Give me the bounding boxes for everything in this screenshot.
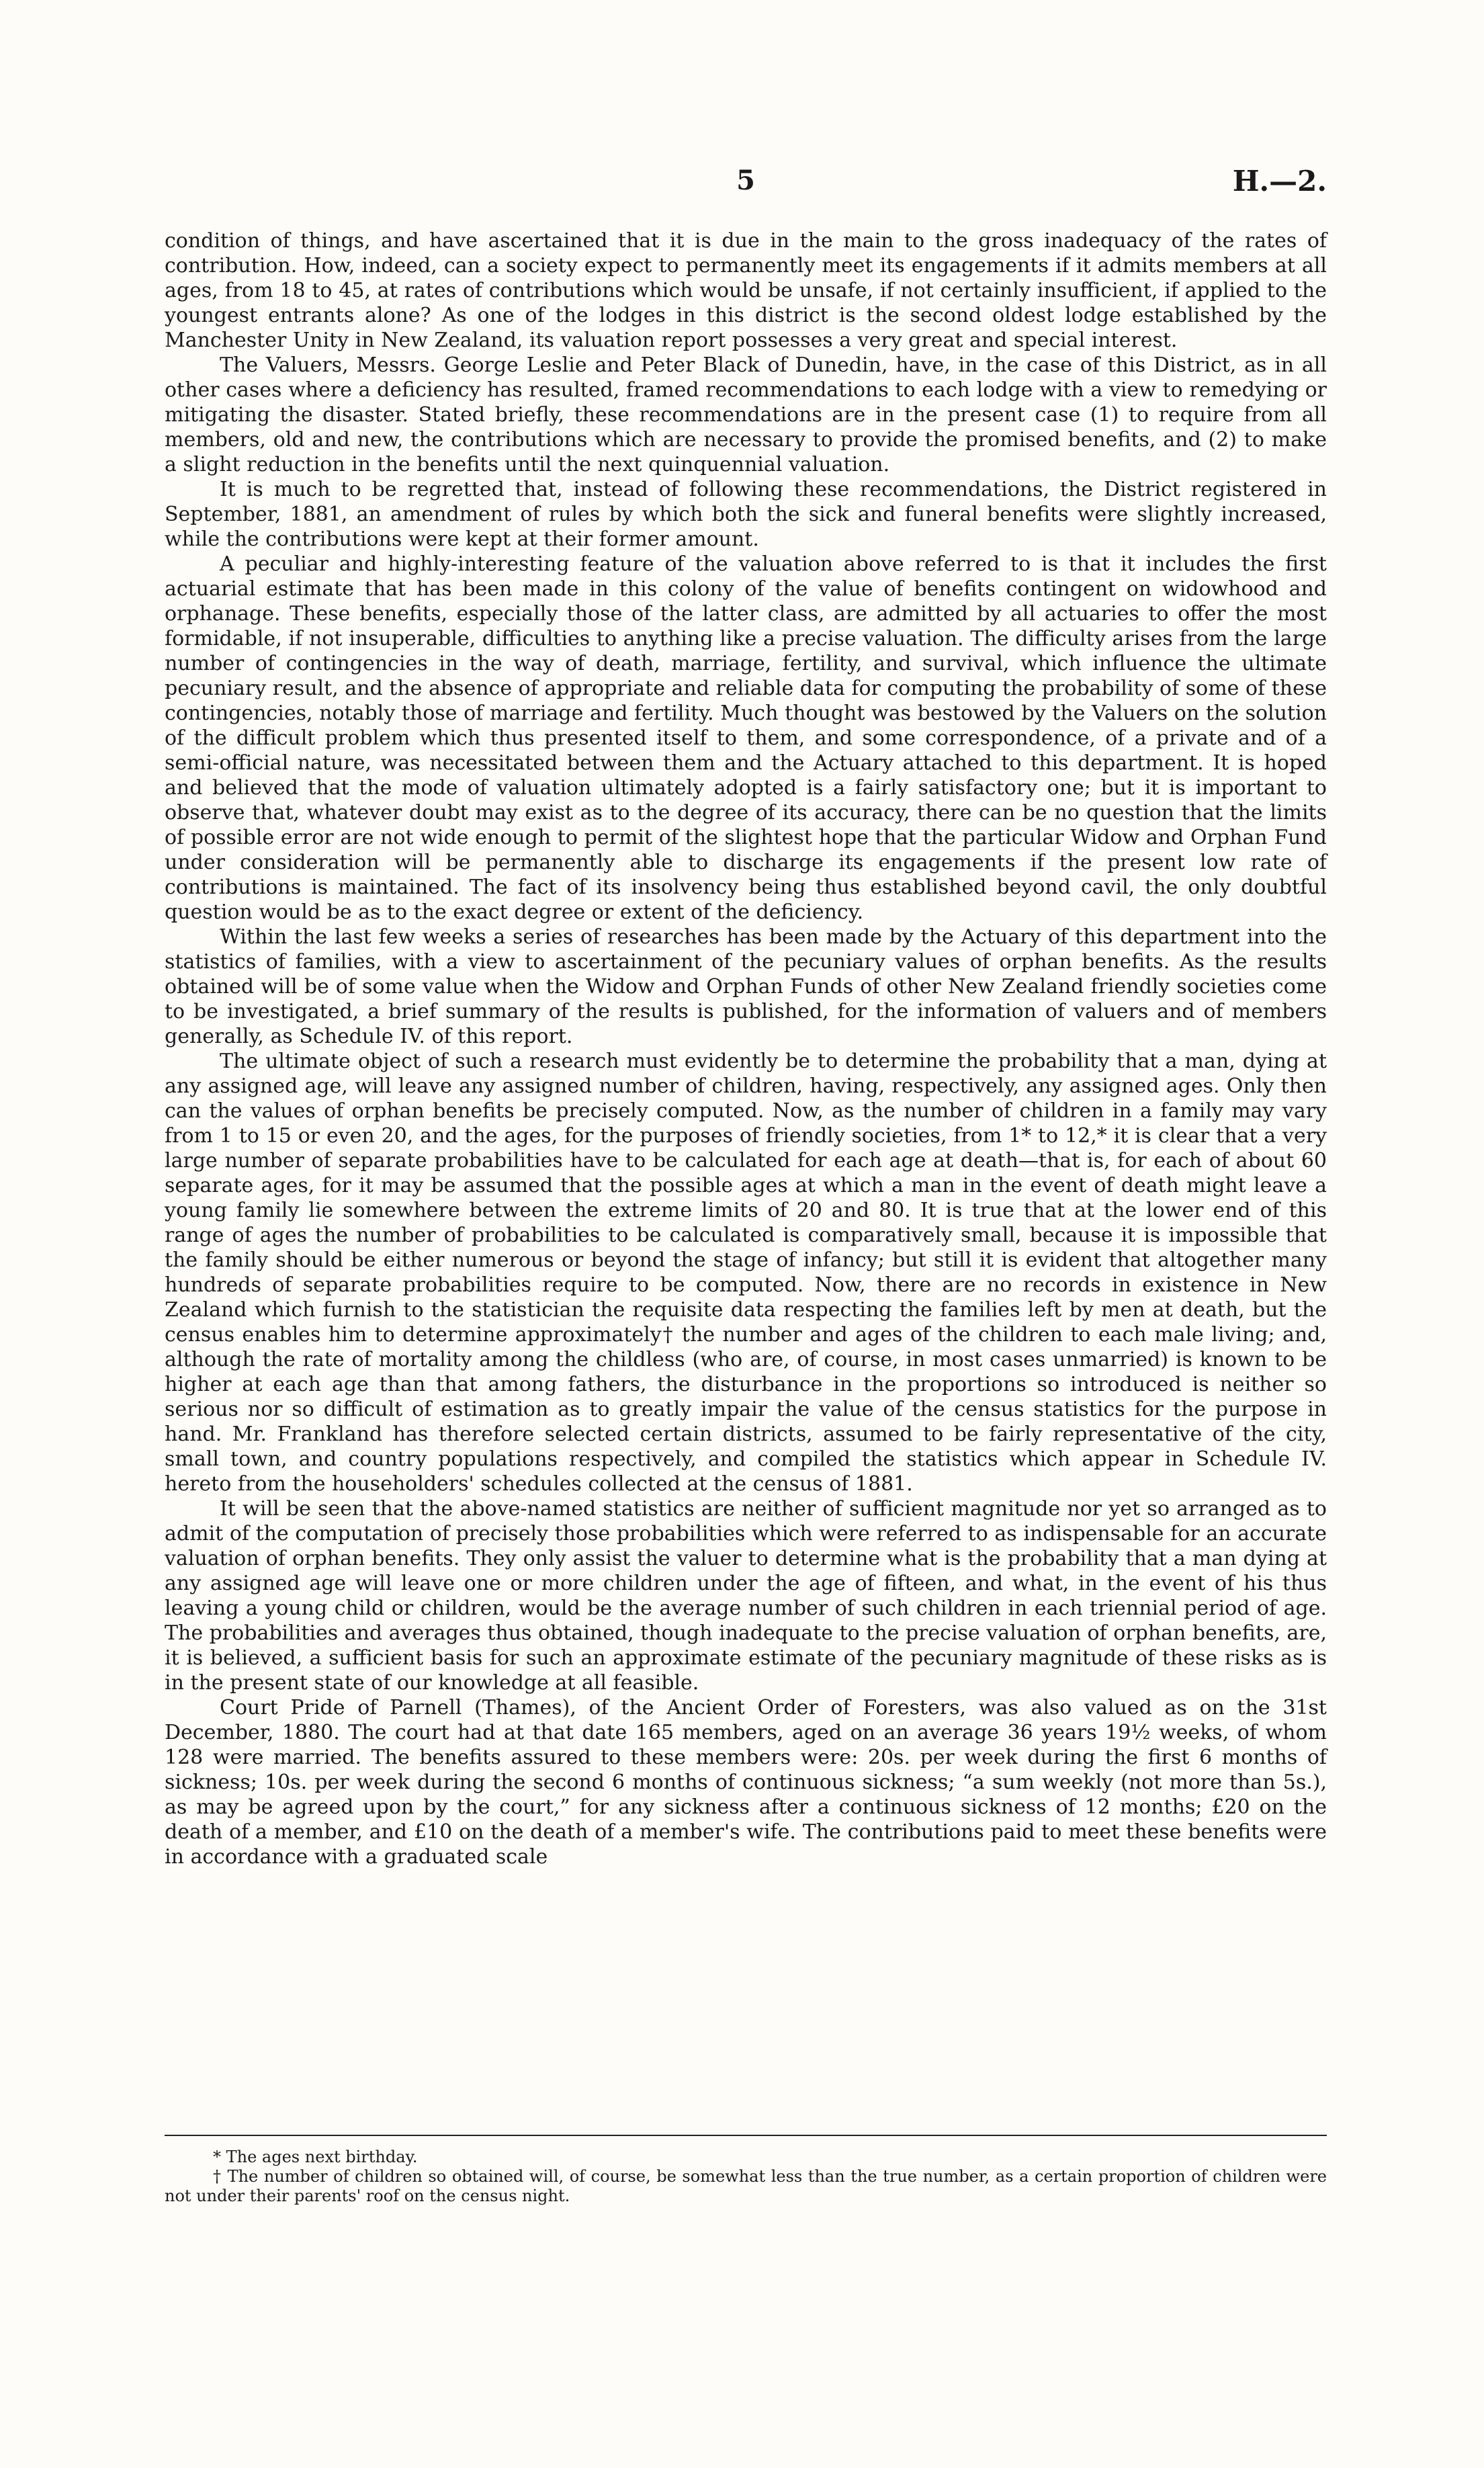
- paragraph-statistics: It will be seen that the above-named statistics are neither of sufficient magnitude nor yet so arranged as to admit of the computation of precisely those probabilities which were referred to as indispensable for an accurate valuation of orphan benefits. They only assist the valuer to determine what is the probability that a man dying at any assigned age will leave one or more children under the age of fifteen, and what, in the event of his thus leaving a young child or children, would be the average number of such children in each triennial period of age. The probabilities and averages thus obtained, though inadequate to the precise valuation of orphan benefits, are, it is believed, a sufficient basis for such an approximate estimate of the pecuniary magnitude of these risks as is in the present state of our knowledge at all feasible.: [165, 1497, 1327, 1695]
- paragraph-regret: It is much to be regretted that, instead of following these recommendations, the District registered in September, 1881, an amendment of rules by which both the sick and funeral benefits were slightly increased, while the contributions were kept at their former amount.: [165, 478, 1327, 551]
- footnote-children: † The number of children so obtained will, of course, be somewhat less than the true number, as a certain proportion of children were not under their parents' roof on the census night.: [165, 2167, 1327, 2205]
- paragraph-ultimate-object: The ultimate object of such a research must evidently be to determine the probability that a man, dying at any assigned age, will leave any assigned number of children, having, respectively, any assigned ages. Only then can the values of orphan benefits be precisely computed. Now, as the number of children in a family may vary from 1 to 15 or even 20, and the ages, for the purposes of friendly societies, from 1* to 12,* it is clear that a very large number of separate probabilities have to be calculated for each age at death—that is, for each of about 60 separate ages, for it may be assumed that the possible ages at which a man in the event of death might leave a young family lie somewhere between the extreme limits of 20 and 80. It is true that at the lower end of this range of ages the number of probabilities to be calculated is comparatively small, because it is impossible that the family should be either numerous or beyond the stage of infancy; but still it is evident that altogether many hundreds of separate probabilities require to be computed. Now, there are no records in existence in New Zealand which furnish to the statistician the requisite data respecting the families left by men at death, but the census enables him to determine approximately† the number and ages of the children to each male living; and, although the rate of mortality among the childless (who are, of course, in most cases unmarried) is known to be higher at each age than that among fathers, the disturbance in the proportions so introduced is neither so serious nor so difficult of estimation as to greatly impair the value of the census statistics for the purpose in hand. Mr. Frankland has therefore selected certain districts, assumed to be fairly representative of the city, small town, and country populations respectively, and compiled the statistics which appear in Schedule IV. hereto from the householders' schedules collected at the census of 1881.: [165, 1050, 1327, 1496]
- paragraph-widow-orphan: A peculiar and highly-interesting feature of the valuation above referred to is that it includes the first actuarial estimate that has been made in this colony of the value of benefits contingent on widowhood and orphanage. These benefits, especially those of the latter class, are admitted by all actuaries to offer the most formidable, if not insuperable, difficulties to anything like a precise valuation. The difficulty arises from the large number of contingencies in the way of death, marriage, fertility, and survival, which influence the ultimate pecuniary result, and the absence of appropriate and reliable data for computing the probability of some of these contingencies, notably those of marriage and fertility. Much thought was bestowed by the Valuers on the solution of the difficult problem which thus presented itself to them, and some correspondence, of a private and of a semi-official nature, was necessitated between them and the Actuary attached to this department. It is hoped and believed that the mode of valuation ultimately adopted is a fairly satisfactory one; but it is important to observe that, whatever doubt may exist as to the degree of its accuracy, there can be no question that the limits of possible error are not wide enough to permit of the slightest hope that the particular Widow and Orphan Fund under consideration will be permanently able to discharge its engagements if the present low rate of contributions is maintained. The fact of its insolvency being thus established beyond cavil, the only doubtful question would be as to the exact degree or extent of the deficiency.: [165, 552, 1327, 924]
- paragraph-valuers: The Valuers, Messrs. George Leslie and Peter Black of Dunedin, have, in the case of this District, as in all other cases where a deficiency has resulted, framed recommendations to each lodge with a view to remedying or mitigating the disaster. Stated briefly, these recommendations are in the present case (1) to require from all members, old and new, the contributions which are necessary to provide the promised benefits, and (2) to make a slight reduction in the benefits until the next quinquennial valuation.: [165, 353, 1327, 476]
- page-number: 5: [736, 165, 755, 196]
- body-text: [165, 228, 1327, 1869]
- page-header: [165, 165, 1327, 205]
- paragraph-continued: condition of things, and have ascertained that it is due in the main to the gross inadequacy of the rates of contribution. How, indeed, can a society expect to permanently meet its engagements if it admits members at all ages, from 18 to 45, at rates of contributions which would be unsafe, if not certainly insufficient, if applied to the youngest entrants alone? As one of the lodges in this district is the second oldest lodge established by the Manchester Unity in New Zealand, its valuation report possesses a very great and special interest.: [165, 229, 1327, 352]
- footnote-ages: * The ages next birthday.: [213, 2147, 418, 2166]
- document-code: H.—2.: [1232, 165, 1327, 198]
- footnotes: [165, 2147, 1327, 2206]
- paragraph-court-pride: Court Pride of Parnell (Thames), of the Ancient Order of Foresters, was also valued as on the 31st December, 1880. The court had at that date 165 members, aged on an average 36 years 19½ weeks, of whom 128 were married. The benefits assured to these members were: 20s. per week during the first 6 months of sickness; 10s. per week during the second 6 months of continuous sickness; “a sum weekly (not more than 5s.), as may be agreed upon by the court,” for any sickness after a continuous sickness of 12 months; £20 on the death of a member, and £10 on the death of a member's wife. The contributions paid to meet these benefits were in accordance with a graduated scale: [165, 1696, 1327, 1869]
- paragraph-researches: Within the last few weeks a series of researches has been made by the Actuary of this department into the statistics of families, with a view to ascertainment of the pecuniary values of orphan benefits. As the results obtained will be of some value when the Widow and Orphan Funds of other New Zealand friendly societies come to be investigated, a brief summary of the results is published, for the information of valuers and of members generally, as Schedule IV. of this report.: [165, 925, 1327, 1048]
- footnote-divider: [165, 2135, 1327, 2136]
